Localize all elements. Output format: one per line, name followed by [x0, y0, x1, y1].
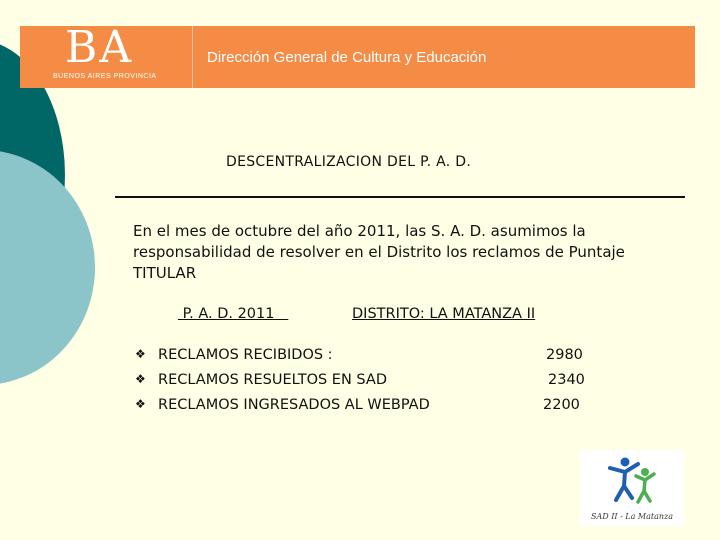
sad-logo-caption: SAD II - La Matanza: [590, 512, 674, 521]
banner-divider: [192, 26, 193, 88]
claims-list: [135, 347, 615, 422]
slide-heading: DESCENTRALIZACION DEL P. A. D.: [226, 154, 472, 170]
item-label: RECLAMOS RESUELTOS EN SAD: [158, 372, 387, 388]
item-label: RECLAMOS INGRESADOS AL WEBPAD: [158, 397, 430, 413]
heading-rule: [115, 196, 685, 198]
ba-logo-subtitle: BUENOS AIRES PROVINCIA: [53, 73, 157, 80]
decorative-circle-light: [0, 150, 95, 385]
list-item: [135, 347, 615, 372]
item-value: 2200: [543, 397, 580, 413]
pad-year-header: P. A. D. 2011: [178, 306, 289, 322]
item-value: 2980: [546, 347, 583, 363]
banner-title: Dirección General de Cultura y Educación: [207, 49, 487, 66]
list-item: [135, 397, 615, 422]
list-item: [135, 372, 615, 397]
item-value: 2340: [548, 372, 585, 388]
people-figures-icon: [580, 450, 684, 512]
item-label: RECLAMOS RECIBIDOS :: [158, 347, 333, 363]
diamond-bullet-icon: ❖: [135, 372, 146, 386]
ba-logo: BA: [65, 22, 134, 73]
intro-paragraph: En el mes de octubre del año 2011, las S. A. D. asumimos la responsabilidad de resolver en el Distrito los reclamos de Puntaje TITULAR: [133, 222, 625, 282]
diamond-bullet-icon: ❖: [135, 347, 146, 361]
diamond-bullet-icon: ❖: [135, 397, 146, 411]
district-header: DISTRITO: LA MATANZA II: [352, 306, 536, 322]
header-banner: [20, 22, 695, 88]
sad-logo: [580, 450, 684, 526]
